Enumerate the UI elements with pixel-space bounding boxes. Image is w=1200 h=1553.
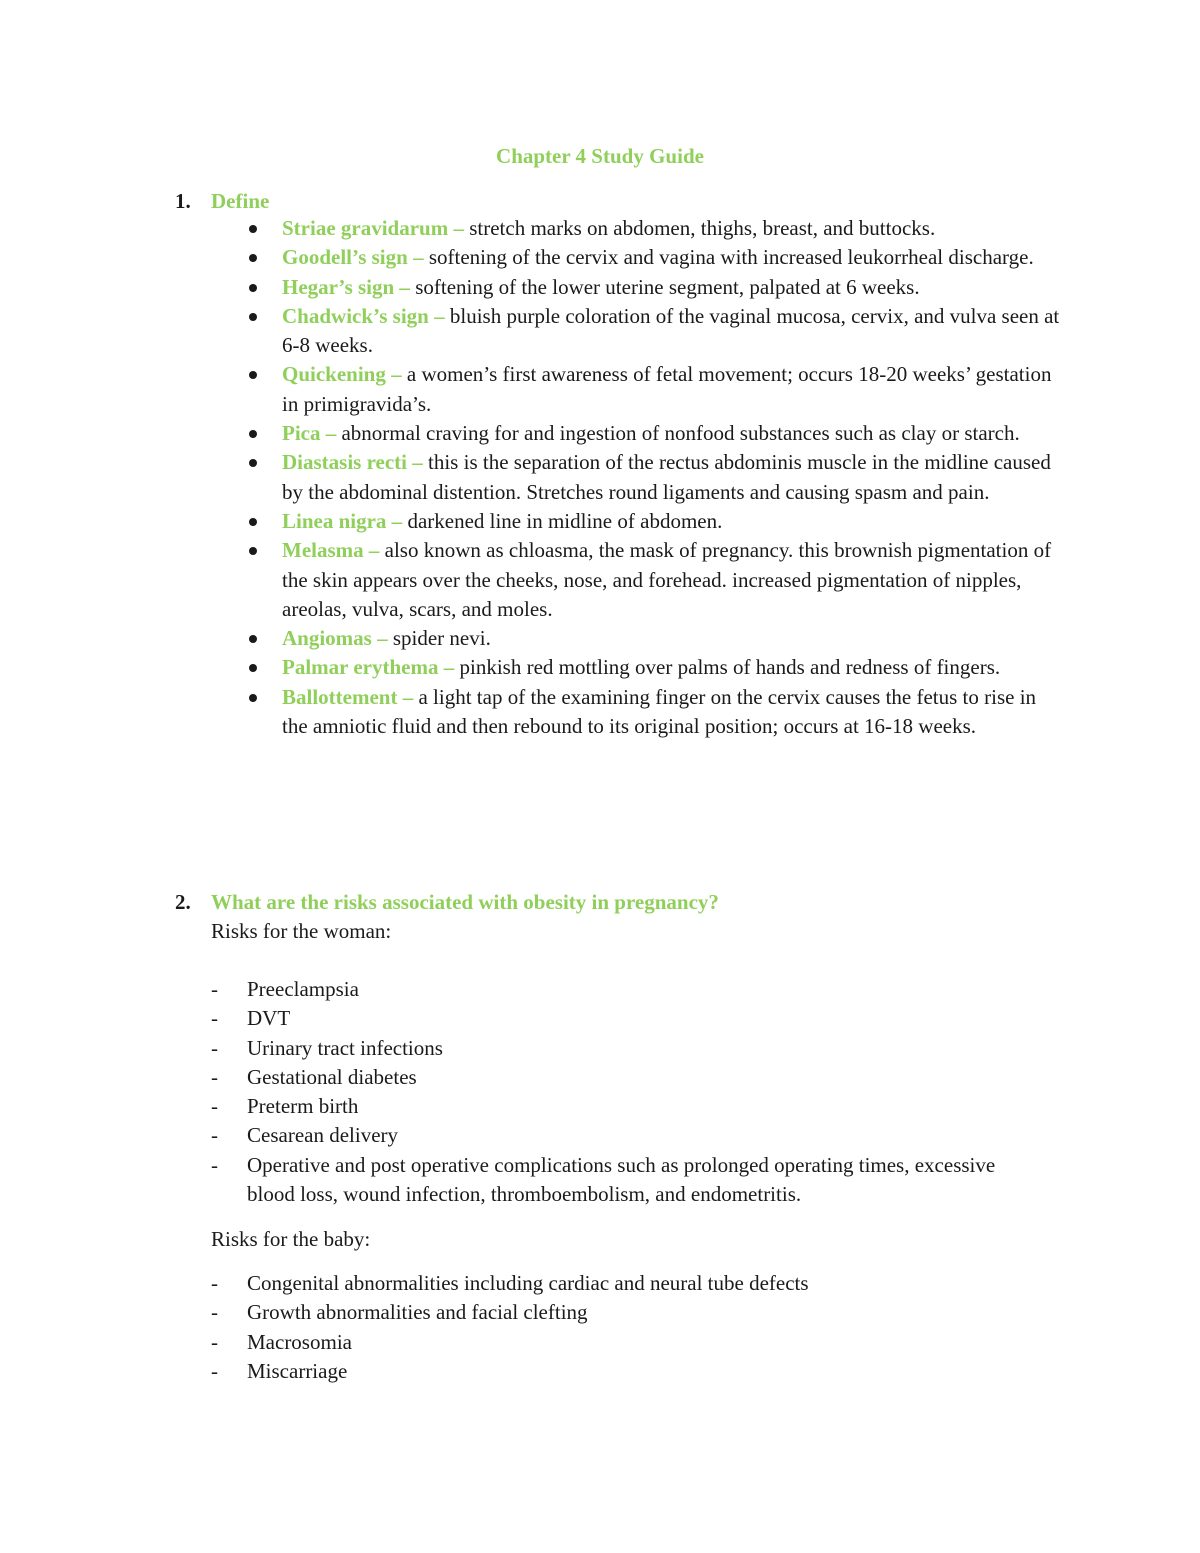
woman-risks-list [211,975,1031,1209]
definition-item [245,419,1065,448]
definition: this is the separation of the rectus abdominis muscle in the midline caused by the abdominal distention. Stretches round ligaments and causing spasm and pain. [282,450,1051,504]
term: Angiomas – [282,626,388,651]
term: Melasma – [282,538,380,563]
list-item-text: Macrosomia [247,1329,352,1354]
bullet-icon [249,547,257,555]
bullet-icon [249,635,257,643]
list-item [211,1063,1031,1092]
definition: a light tap of the examining finger on the cervix causes the fetus to rise in the amniotic fluid and then rebound to its original position; occurs at 16-18 weeks. [282,684,1037,739]
page-title: Chapter 4 Study Guide [496,144,704,168]
list-item [211,1151,1031,1210]
definition-list [245,214,1065,741]
bullet-icon [249,313,257,321]
definition: pinkish red mottling over palms of hands and redness of fingers. [454,655,1001,680]
definition-item [245,273,1065,302]
definition-item [245,243,1065,272]
term: Palmar erythema – [282,655,455,680]
term: Striae gravidarum – [282,216,464,240]
bullet-icon [249,459,257,467]
definition: stretch marks on abdomen, thighs, breast, and buttocks. [463,216,936,240]
definition: a women’s first awareness of fetal movement; occurs 18-20 weeks’ gestation in primigravida’s. [282,362,1052,416]
list-item [211,1034,1031,1063]
definition-item [245,624,1065,653]
bullet-icon [249,284,257,292]
definition: darkened line in midline of abdomen. [402,508,723,533]
bullet-icon [249,371,257,379]
term: Hegar’s sign – [282,274,410,299]
bullet-icon [249,225,257,233]
term: Ballottement – [282,684,414,709]
bullet-icon [249,518,257,526]
dash-marker: - [211,977,218,1001]
list-item-text: Operative and post operative complications such as prolonged operating times, excessive blood loss, wound infection, thromboembolism, and endometritis. [247,1152,996,1207]
term: Pica – [282,421,337,446]
section-2-heading: What are the risks associated with obesity in pregnancy? [211,890,719,914]
bullet-icon [249,694,257,702]
definition: also known as chloasma, the mask of pregnancy. this brownish pigmentation of the skin appears over the cheeks, nose, and forehead. increased pigmentation of nipples, areolas, vulva, scars, and moles. [282,538,1052,621]
list-item [211,1092,1031,1121]
baby-risks-list [211,1269,1031,1386]
list-item [211,1004,1031,1033]
bullet-icon [249,430,257,438]
dash-marker: - [211,1271,218,1295]
definition: softening of the lower uterine segment, palpated at 6 weeks. [409,274,920,299]
bullet-icon [249,254,257,262]
dash-marker: - [211,1123,218,1148]
definition-item [245,653,1065,682]
list-item [211,1121,1031,1150]
definition: softening of the cervix and vagina with increased leukorrheal discharge. [423,245,1034,270]
list-item-text: DVT [247,1006,291,1031]
list-item [211,975,1031,1004]
definition-item [245,360,1065,419]
list-item [211,1269,1031,1298]
dash-marker: - [211,1358,218,1383]
list-item-text: Urinary tract infections [247,1035,443,1060]
term: Linea nigra – [282,508,403,533]
dash-marker: - [211,1329,218,1354]
definition-item [245,536,1065,624]
definition: abnormal craving for and ingestion of nonfood substances such as clay or starch. [336,421,1020,446]
definition-item [245,683,1065,742]
list-item [211,1328,1031,1357]
list-item-text: Preterm birth [247,1094,359,1119]
dash-marker: - [211,1300,218,1325]
dash-marker: - [211,1006,218,1031]
term: Goodell’s sign – [282,245,424,270]
term: Chadwick’s sign – [282,303,445,328]
dash-marker: - [211,1094,218,1119]
section-1-heading: Define [211,189,270,213]
dash-marker: - [211,1152,218,1177]
definition-item [245,448,1065,507]
woman-risks-label: Risks for the woman: [211,919,392,943]
definition: spider nevi. [387,626,491,651]
list-item [211,1357,1031,1386]
term: Diastasis recti – [282,450,423,475]
definition-item [245,214,1065,243]
list-item-text: Cesarean delivery [247,1123,399,1148]
dash-marker: - [211,1035,218,1060]
section-2-number: 2. [175,890,191,914]
list-item [211,1298,1031,1327]
list-item-text: Growth abnormalities and facial clefting [247,1300,588,1325]
bullet-icon [249,664,257,672]
baby-risks-label: Risks for the baby: [211,1227,371,1251]
list-item-text: Miscarriage [247,1358,348,1383]
definition-item [245,507,1065,536]
definition: bluish purple coloration of the vaginal mucosa, cervix, and vulva seen at 6-8 weeks. [282,303,1060,358]
list-item-text: Gestational diabetes [247,1064,417,1089]
section-1-number: 1. [175,189,191,213]
dash-marker: - [211,1064,218,1089]
list-item-text: Congenital abnormalities including cardiac and neural tube defects [247,1271,809,1295]
term: Quickening – [282,362,402,387]
definition-item [245,302,1065,361]
list-item-text: Preeclampsia [247,977,359,1001]
